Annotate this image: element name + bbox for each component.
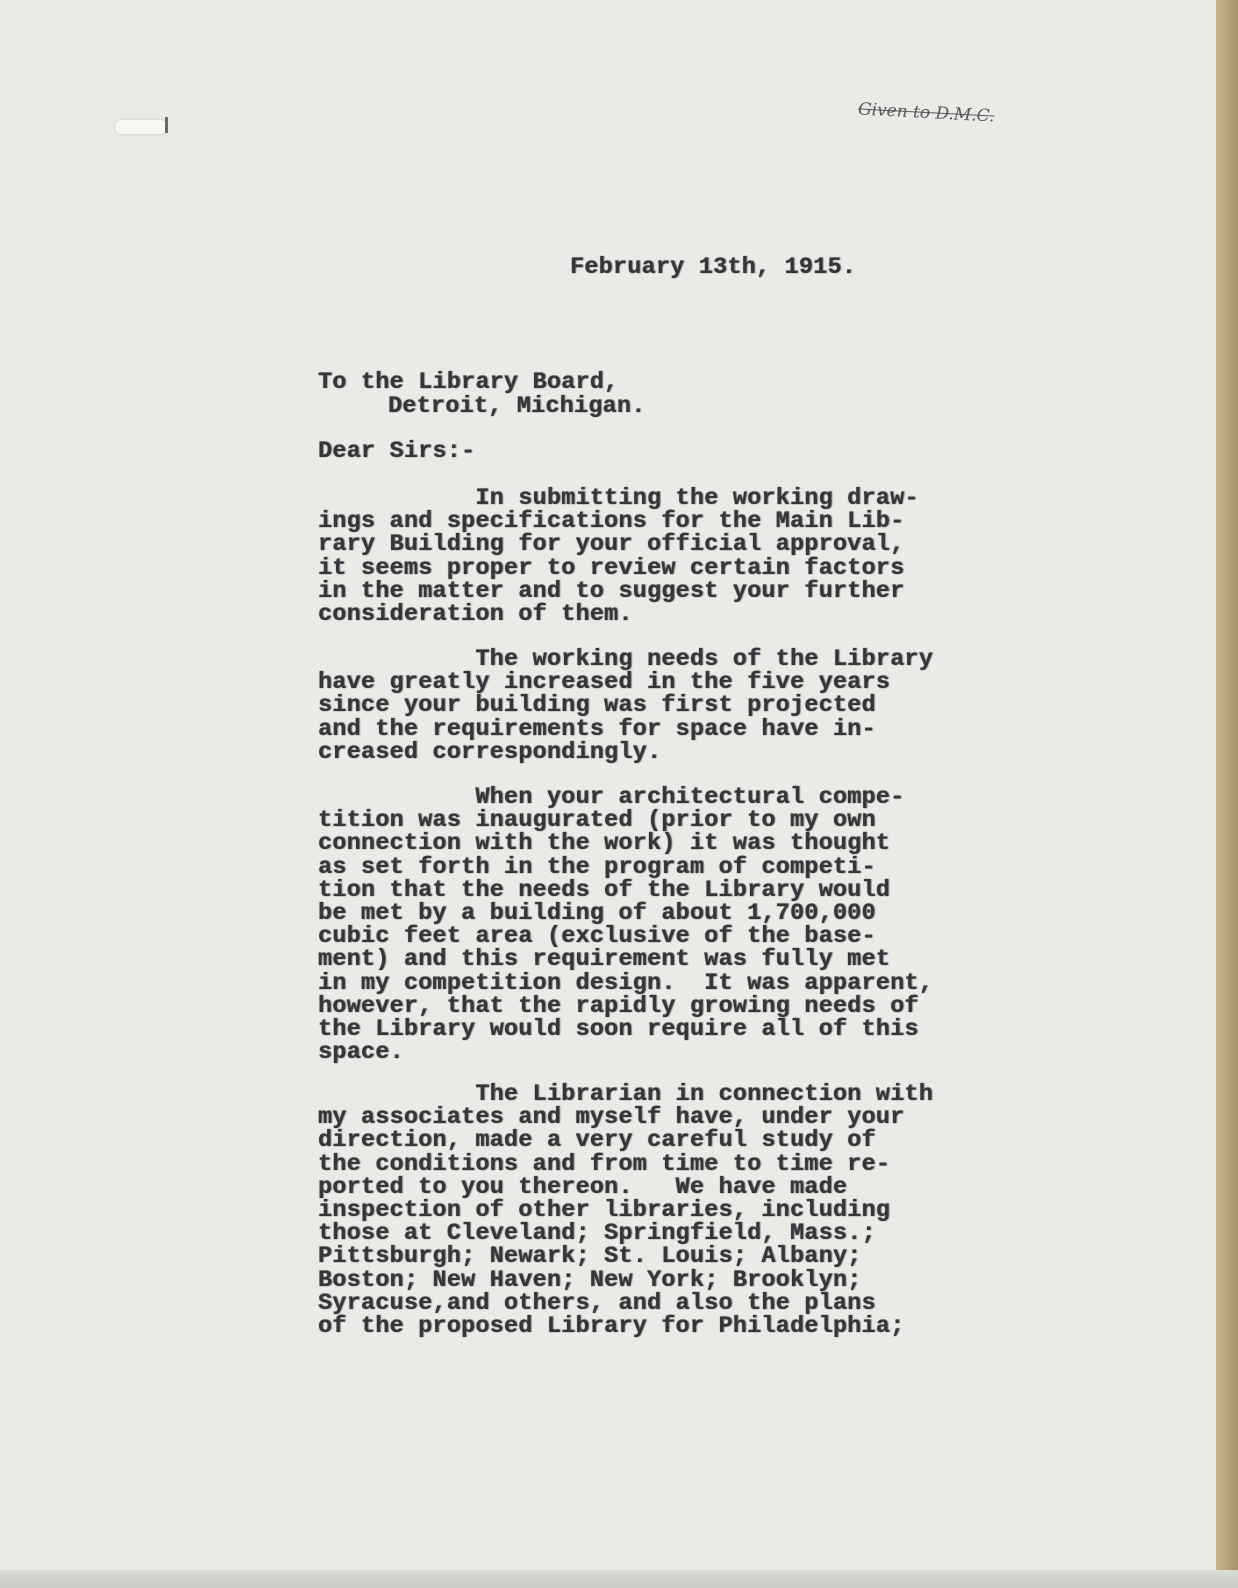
salutation: Dear Sirs:- (318, 438, 476, 465)
recipient-line-2: Detroit, Michigan. (388, 393, 646, 420)
page-bottom-edge (0, 1570, 1238, 1588)
letter-date: February 13th, 1915. (570, 254, 857, 281)
paragraph-1: In submitting the working draw- ings and specifications for the Main Lib- rary Building for your official approval, it seems proper to review certain factors in the matter and to suggest your further consideration of them. (318, 485, 919, 629)
paragraph-4: The Librarian in connection with my associates and myself have, under your direction, made a very careful study of the conditions and from time to time re- ported to you thereon. We have made inspection of other libraries, including those at Cleveland; Springfield, Mass.; Pittsburgh; Newark; St. Louis; Albany; Boston; New Haven; New York; Brooklyn; Syracuse,and others, and also the plans of the proposed Library for Philadelphia; (318, 1081, 933, 1341)
handwritten-annotation: Given to D.M.C. (857, 99, 995, 127)
paragraph-2: The working needs of the Library have greatly increased in the five years since your building was first projected and the requirements for space have in- creased correspondingly. (318, 646, 933, 766)
recipient-line-1: To the Library Board, (318, 369, 619, 396)
staple-mark (115, 120, 167, 134)
staple-hook (165, 117, 168, 133)
paper-edge (1216, 0, 1238, 1588)
paragraph-3: When your architectural compe- tition was inaugurated (prior to my own connection with the work) it was thought as set forth in the program of competi- tion that the needs of the Library would be met by a building of about 1,700,000 cubic feet area (exclusive of the base- ment) and this requirement was fully met in my competition design. It was apparent, however, that the rapidly growing needs of the Library would soon require all of this space. (318, 784, 933, 1067)
